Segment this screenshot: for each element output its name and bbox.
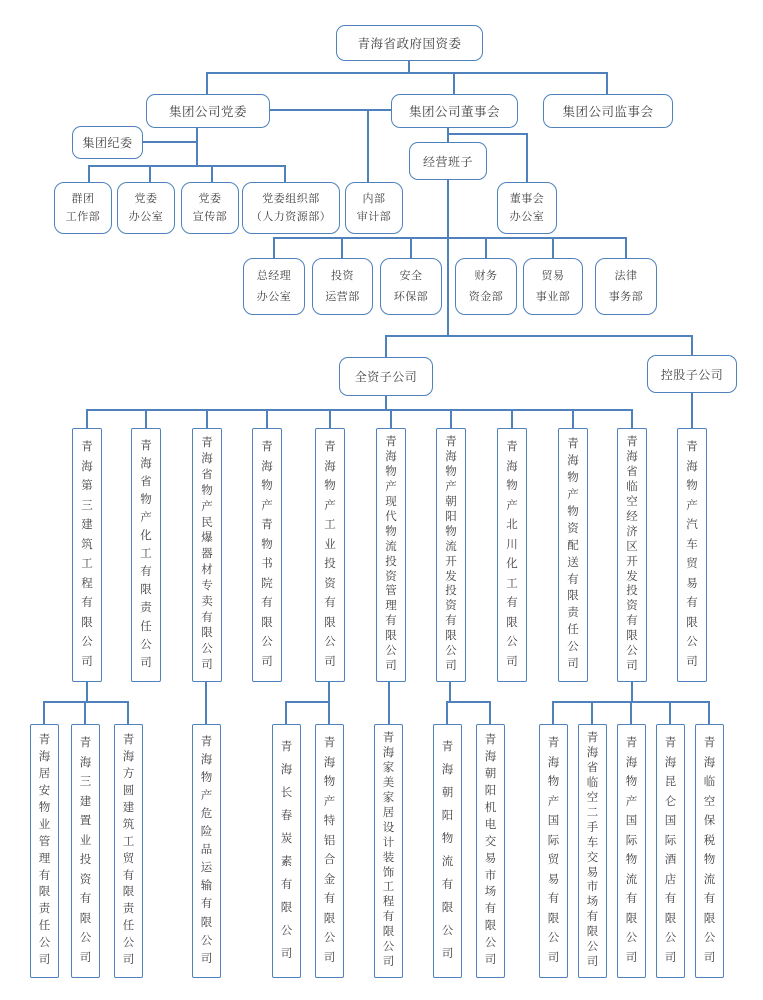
connector	[630, 701, 632, 724]
dept-party-organization-hr	[242, 182, 340, 234]
connector	[127, 701, 129, 724]
dept-label: 办公室	[256, 290, 292, 303]
connector	[84, 701, 86, 724]
connector	[266, 409, 268, 428]
dept-investment-operations	[312, 258, 373, 315]
node-holding-subsidiaries: 控股子公司	[647, 355, 737, 393]
subsidiary-l2-8: 青 海 朝 阳 机 电 交 易 市 场 有 限 公 司	[476, 724, 505, 978]
dept-gm-office	[243, 258, 305, 315]
dept-party-publicity	[181, 182, 239, 234]
connector	[285, 701, 330, 703]
connector	[86, 682, 88, 703]
connector	[43, 701, 129, 703]
subsidiary-l1-9: 青 海 省 临 空 经 济 区 开 发 投 资 有 限 公 司	[617, 428, 647, 682]
dept-finance-funds	[455, 258, 517, 315]
connector	[196, 128, 198, 167]
dept-label: 内部	[362, 192, 386, 205]
connector	[270, 109, 391, 111]
connector	[341, 237, 343, 258]
subsidiary-l1-7: 青 海 物 产 北 川 化 工 有 限 公 司	[497, 428, 527, 682]
node-board-of-supervisors: 集团公司监事会	[543, 94, 673, 128]
subsidiary-l2-3: 青 海 物 产 危 险 品 运 输 有 限 公 司	[192, 724, 221, 978]
connector	[385, 335, 693, 337]
connector	[206, 409, 208, 428]
subsidiary-l1-1: 青 海 省 物 产 化 工 有 限 责 任 公 司	[131, 428, 161, 682]
dept-label: 工作部	[65, 211, 101, 224]
dept-label: 事务部	[608, 290, 644, 303]
connector	[273, 237, 627, 239]
connector	[708, 701, 710, 724]
dept-label: 运营部	[325, 290, 360, 303]
dept-safety-environment	[380, 258, 442, 315]
dept-label: 审计部	[356, 211, 392, 224]
connector	[285, 701, 287, 724]
node-board-of-directors: 集团公司董事会	[391, 94, 518, 128]
dept-label: 党委	[134, 192, 158, 205]
connector	[691, 393, 693, 428]
dept-label: 宣传部	[192, 211, 228, 224]
connector	[446, 701, 448, 724]
connector	[453, 72, 455, 94]
subsidiary-l1-3: 青 海 物 产 青 物 书 院 有 限 公 司	[252, 428, 282, 682]
dept-label: 资金部	[468, 290, 504, 303]
connector	[328, 701, 330, 724]
node-discipline-committee: 集团纪委	[72, 126, 143, 159]
connector	[552, 701, 554, 724]
connector	[446, 701, 491, 703]
node-party-committee: 集团公司党委	[146, 94, 270, 128]
connector	[449, 682, 451, 703]
connector	[669, 701, 671, 724]
connector	[328, 682, 330, 703]
node-root: 青海省政府国资委	[336, 25, 483, 61]
subsidiary-l1-8: 青 海 物 产 物 资 配 送 有 限 责 任 公 司	[558, 428, 588, 682]
connector	[88, 165, 286, 167]
dept-party-office	[117, 182, 175, 234]
dept-label: 法律	[614, 270, 638, 283]
connector	[284, 165, 286, 183]
dept-label: 群团	[71, 192, 95, 205]
subsidiary-l1-2: 青 海 省 物 产 民 爆 器 材 专 卖 有 限 公 司	[192, 428, 222, 682]
connector	[410, 237, 412, 258]
connector	[273, 237, 275, 258]
connector	[88, 165, 90, 183]
connector	[591, 701, 593, 724]
connector	[526, 133, 528, 182]
subsidiary-l2-7: 青 海 朝 阳 物 流 有 限 公 司	[433, 724, 462, 978]
connector	[149, 165, 151, 183]
subsidiary-l1-5: 青 海 物 产 现 代 物 流 投 资 管 理 有 限 公 司	[376, 428, 406, 682]
dept-label: 投资	[331, 270, 354, 283]
connector	[691, 335, 693, 355]
connector	[367, 109, 369, 183]
connector	[511, 409, 513, 428]
subsidiary-l1-0: 青 海 第 三 建 筑 工 程 有 限 公 司	[72, 428, 102, 682]
subsidiary-l2-4: 青 海 长 春 炭 素 有 限 公 司	[272, 724, 301, 978]
connector	[43, 701, 45, 724]
subsidiary-l2-2: 青 海 方 圆 建 筑 工 贸 有 限 责 任 公 司	[114, 724, 143, 978]
subsidiary-l2-0: 青 海 居 安 物 业 管 理 有 限 责 任 公 司	[30, 724, 59, 978]
connector	[86, 409, 633, 411]
connector	[205, 682, 207, 724]
node-wholly-owned-subsidiaries: 全资子公司	[339, 357, 433, 396]
connector	[329, 409, 331, 428]
connector	[447, 180, 449, 337]
subsidiary-l1-6: 青 海 物 产 朝 阳 物 流 开 发 投 资 有 限 公 司	[436, 428, 466, 682]
dept-trade-business	[523, 258, 583, 315]
dept-mass-organization	[54, 182, 112, 234]
dept-label: 环保部	[393, 290, 429, 303]
connector	[489, 701, 491, 724]
connector	[447, 128, 449, 142]
dept-label: 贸易	[541, 270, 565, 283]
connector	[385, 396, 387, 410]
connector	[390, 409, 392, 428]
connector	[388, 682, 390, 724]
connector	[450, 409, 452, 428]
connector	[572, 409, 574, 428]
connector	[145, 409, 147, 428]
dept-label: 安全	[399, 270, 423, 283]
dept-label: 党委组织部	[262, 192, 320, 205]
subsidiary-l1-10: 青 海 物 产 汽 车 贸 易 有 限 公 司	[677, 428, 707, 682]
connector	[606, 72, 608, 94]
subsidiary-l2-12: 青 海 昆 仑 国 际 酒 店 有 限 公 司	[656, 724, 685, 978]
dept-label: 财务	[474, 270, 498, 283]
connector	[211, 165, 213, 183]
dept-internal-audit	[345, 182, 403, 234]
subsidiary-l2-11: 青 海 物 产 国 际 物 流 有 限 公 司	[617, 724, 646, 978]
connector	[447, 133, 528, 135]
dept-legal-affairs	[595, 258, 657, 315]
dept-label: 事业部	[535, 290, 571, 303]
connector	[385, 335, 387, 357]
subsidiary-l2-1: 青 海 三 建 置 业 投 资 有 限 公 司	[71, 724, 100, 978]
dept-label: 总经理	[256, 270, 292, 283]
connector	[86, 409, 88, 428]
node-management-team: 经营班子	[409, 142, 487, 180]
subsidiary-l2-13: 青 海 临 空 保 税 物 流 有 限 公 司	[695, 724, 724, 978]
dept-label: 党委	[198, 192, 222, 205]
dept-label: 办公室	[509, 211, 545, 224]
dept-label: 董事会	[509, 192, 545, 205]
connector	[485, 237, 487, 258]
subsidiary-l1-4: 青 海 物 产 工 业 投 资 有 限 公 司	[315, 428, 345, 682]
subsidiary-l2-6: 青 海 家 美 家 居 设 计 装 饰 工 程 有 限 公 司	[374, 724, 403, 978]
dept-label: 办公室	[128, 211, 164, 224]
connector	[206, 72, 608, 74]
dept-board-office	[497, 182, 557, 234]
connector	[631, 682, 633, 703]
subsidiary-l2-5: 青 海 物 产 特 铝 合 金 有 限 公 司	[315, 724, 344, 978]
connector	[625, 237, 627, 258]
connector	[206, 72, 208, 94]
connector	[143, 141, 197, 143]
connector	[552, 237, 554, 258]
connector	[631, 409, 633, 428]
dept-label: （人力资源部）	[250, 211, 332, 224]
subsidiary-l2-10: 青 海 省 临 空 二 手 车 交 易 市 场 有 限 公 司	[578, 724, 607, 978]
subsidiary-l2-9: 青 海 物 产 国 际 贸 易 有 限 公 司	[539, 724, 568, 978]
